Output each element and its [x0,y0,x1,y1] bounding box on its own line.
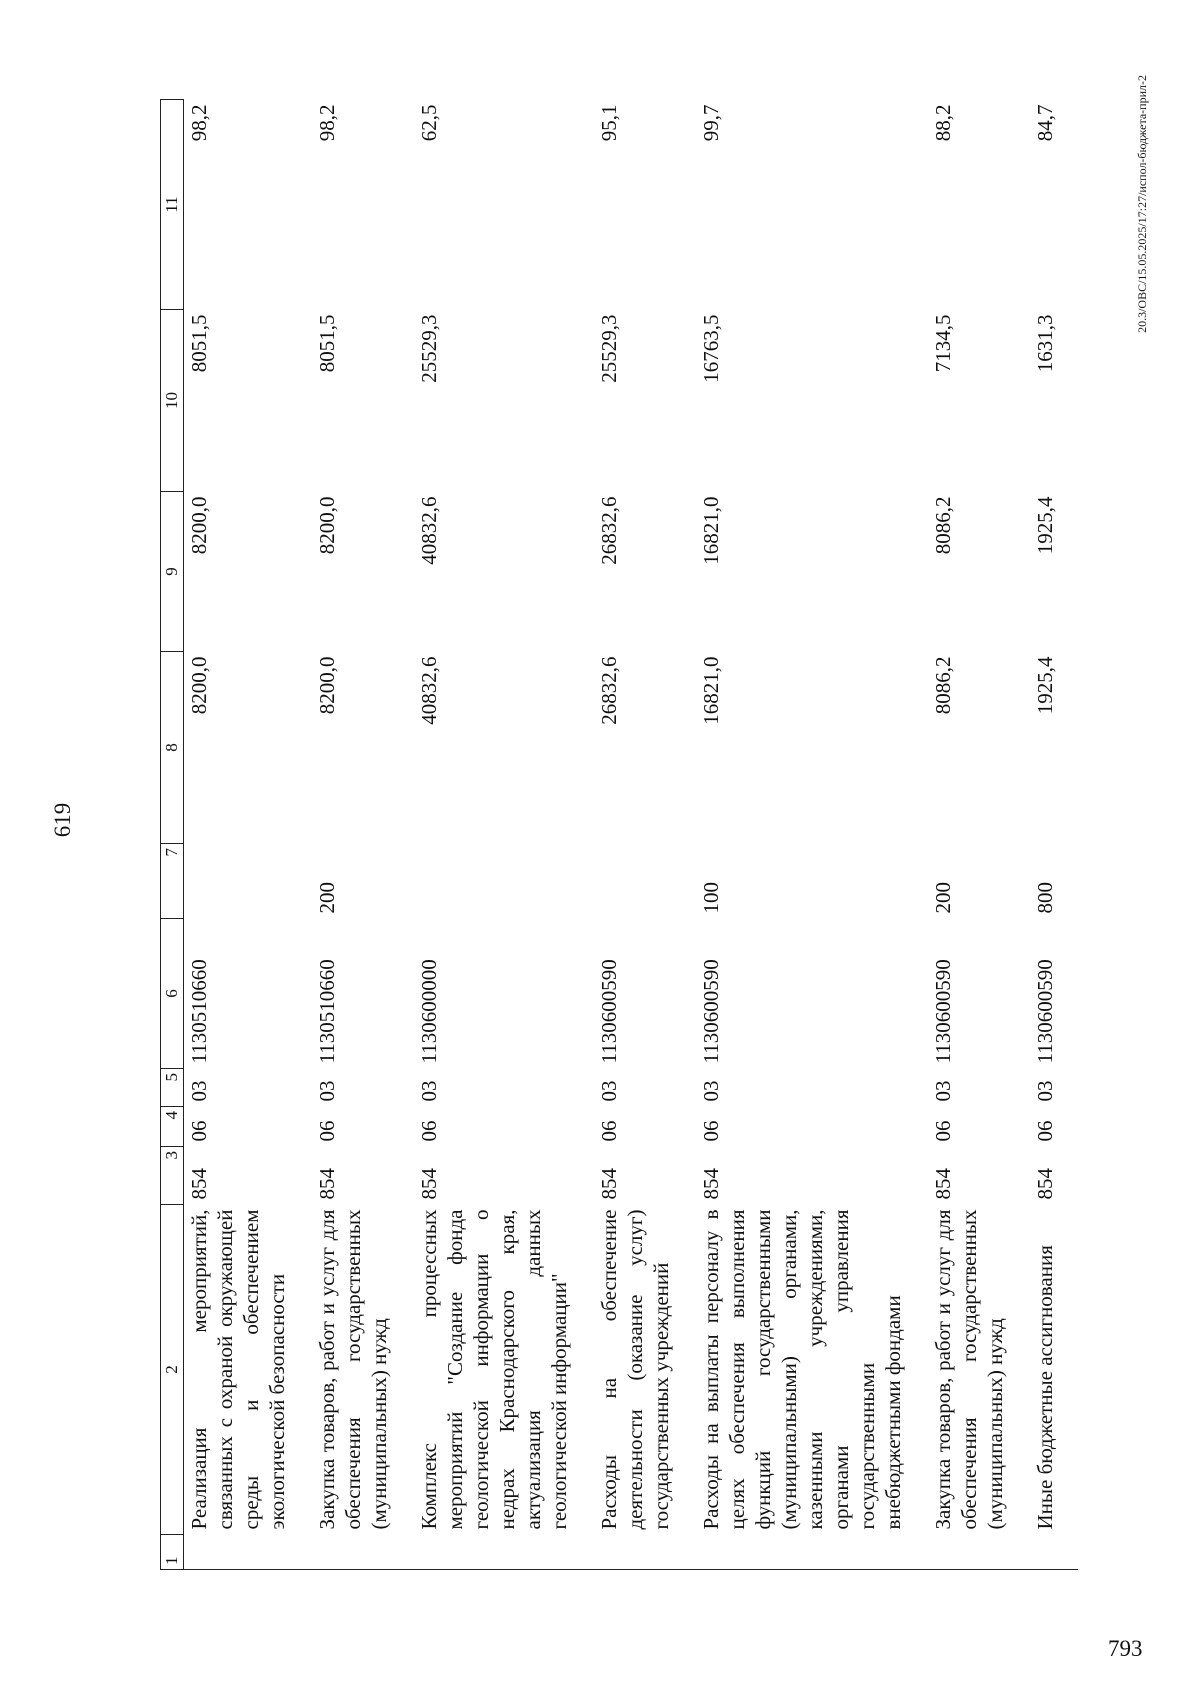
row-c10: 7134,5 [931,314,955,373]
row-c8: 8200,0 [315,656,339,715]
row-c11: 99,7 [699,104,723,142]
row-c10: 1631,3 [1033,314,1057,373]
budget-table [160,99,1078,1570]
row-c4: 06 [187,1120,211,1142]
row-c8: 8086,2 [931,656,955,715]
row-name: Расходы на обеспечение деятельности (оказание услуг) государственных учреждений [597,1209,673,1530]
row-c6: 1130600590 [931,959,955,1064]
row-c9: 8200,0 [187,496,211,555]
row-cell-1 [1028,1535,1078,1570]
row-c11: 95,1 [597,104,621,142]
column-header: 11 [161,100,184,310]
column-header: 8 [161,652,184,844]
row-c4: 06 [699,1120,723,1142]
column-header: 3 [161,1147,184,1205]
row-c9: 8086,2 [931,496,955,555]
row-c3: 854 [417,1168,441,1200]
row-c3: 854 [315,1168,339,1200]
table-row [694,100,926,1570]
table-row [412,100,592,1570]
column-header: 1 [161,1535,184,1570]
row-c9: 26832,6 [597,496,621,565]
row-name: Закупка товаров, работ и услуг для обеспечения государственных (муниципальных) нужд [931,1209,1007,1530]
column-header: 9 [161,492,184,652]
row-cell-1 [184,1535,311,1570]
row-c5: 03 [931,1080,955,1102]
header-row [161,100,184,1570]
row-c9: 1925,4 [1033,496,1057,555]
row-c10: 25529,3 [417,314,441,383]
row-c7: 200 [931,882,955,914]
row-c10: 25529,3 [597,314,621,383]
row-name: Закупка товаров, работ и услуг для обеспечения государственных (муниципальных) нужд [315,1209,391,1530]
inner-page-number: 619 [50,802,75,838]
row-c6: 1130600590 [699,959,723,1064]
column-header: 4 [161,1107,184,1147]
row-c11: 88,2 [931,104,955,142]
row-c5: 03 [597,1080,621,1102]
column-header: 10 [161,310,184,492]
column-header: 2 [161,1205,184,1535]
row-c7 [592,844,694,919]
row-name: Комплекс процессных мероприятий "Создание фонда геологической информации о недрах Краснодарского края, актуализация данных геологической информации" [417,1209,571,1530]
table-row [926,100,1028,1570]
row-c6: 1130510660 [187,959,211,1064]
row-c7: 100 [699,882,723,914]
row-c3: 854 [931,1168,955,1200]
row-c5: 03 [699,1080,723,1102]
row-c11: 98,2 [187,104,211,142]
row-c3: 854 [187,1168,211,1200]
row-c4: 06 [417,1120,441,1142]
row-c10: 8051,5 [187,314,211,373]
row-c3: 854 [699,1168,723,1200]
row-c8: 40832,6 [417,656,441,725]
row-c5: 03 [417,1080,441,1102]
column-header: 5 [161,1069,184,1107]
row-c11: 62,5 [417,104,441,142]
column-header: 7 [161,844,184,919]
row-c9: 8200,0 [315,496,339,555]
table-row [184,100,311,1570]
row-c6: 1130510660 [315,959,339,1064]
row-c10: 16763,5 [699,314,723,383]
row-c4: 06 [597,1120,621,1142]
row-cell-1 [592,1535,694,1570]
row-c10: 8051,5 [315,314,339,373]
row-name: Расходы на выплаты персоналу в целях обеспечения выполнения функций государственными (муниципальными) органами, казенными учреждениями, органами управления государственными внебюджетными фондами [699,1209,905,1530]
row-c6: 1130600590 [597,959,621,1064]
row-c9: 16821,0 [699,496,723,565]
row-c6: 1130600000 [417,959,441,1064]
row-c7 [184,844,311,919]
table-row [1028,100,1078,1570]
row-c8: 8200,0 [187,656,211,715]
row-c3: 854 [597,1168,621,1200]
row-cell-1 [926,1535,1028,1570]
row-c9: 40832,6 [417,496,441,565]
table-row [592,100,694,1570]
row-c8: 26832,6 [597,656,621,725]
row-cell-1 [412,1535,592,1570]
row-c7 [412,844,592,919]
footer-document-code: 20.3/ОВС/15.05.2025/17:27/испол-бюджета-прил-2 [1135,75,1149,333]
row-c6: 1130600590 [1033,959,1057,1064]
row-cell-1 [694,1535,926,1570]
row-cell-1 [310,1535,412,1570]
row-name: Иные бюджетные ассигнования [1033,1245,1057,1530]
row-c4: 06 [931,1120,955,1142]
row-c5: 03 [315,1080,339,1102]
table-row [310,100,412,1570]
row-c11: 98,2 [315,104,339,142]
column-header: 6 [161,919,184,1069]
row-c5: 03 [187,1080,211,1102]
row-c4: 06 [1033,1120,1057,1142]
row-c7: 200 [315,882,339,914]
rotated-page [50,45,1170,1595]
row-c8: 1925,4 [1033,656,1057,715]
row-c8: 16821,0 [699,656,723,725]
row-name: Реализация мероприятий, связанных с охраной окружающей среды и обеспечением экологической безопасности [187,1209,289,1530]
outer-page-number: 793 [1108,1636,1143,1661]
row-c7: 800 [1033,882,1057,914]
row-c3: 854 [1033,1168,1057,1200]
row-c5: 03 [1033,1080,1057,1102]
row-c11: 84,7 [1033,104,1057,142]
row-c4: 06 [315,1120,339,1142]
